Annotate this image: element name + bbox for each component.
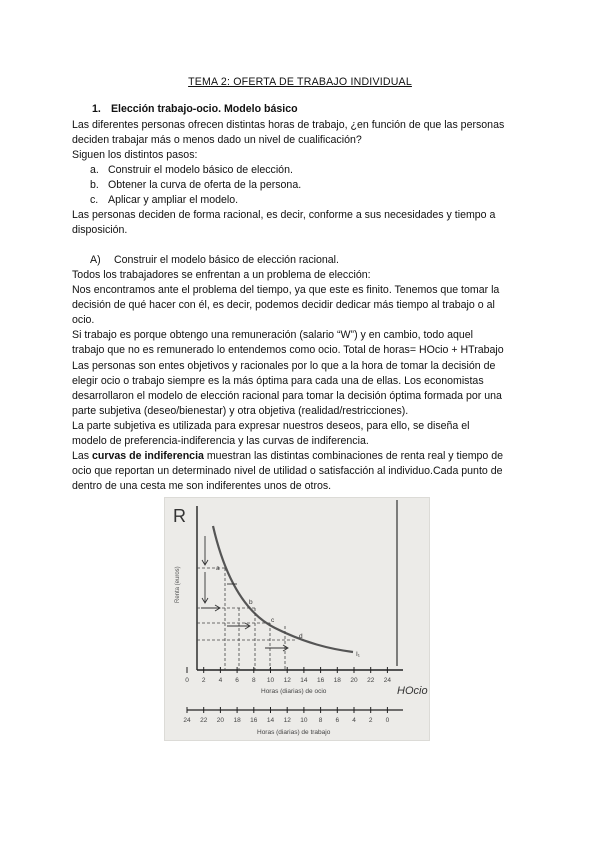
r-label: R <box>173 506 186 526</box>
ocio-tick-label: 10 <box>266 677 275 684</box>
trabajo-tick-label: 10 <box>300 717 308 724</box>
ocio-tick-label: 14 <box>300 677 308 684</box>
text-line: deciden trabajar más o menos dado un nivel de cualificación? <box>72 134 362 147</box>
ocio-tick-label: 6 <box>235 677 239 684</box>
point-label-b: b <box>249 599 253 606</box>
trabajo-tick-label: 14 <box>266 717 275 724</box>
point-label-a: a <box>216 565 220 572</box>
text-line <box>72 118 528 133</box>
text-line: modelo de preferencia-indiferencia y las curvas de indiferencia. <box>72 435 369 448</box>
text-line: Todos los trabajadores se enfrentan a un problema de elección: <box>72 269 371 281</box>
text-line: desarrollaron el modelo de elección racional para tomar la decisión óptima formada por una <box>72 389 502 402</box>
ocio-tick-label: 2 <box>201 677 206 684</box>
subsection-heading <box>90 253 339 268</box>
subsection-text: Construir el modelo básico de elección racional. <box>114 254 339 266</box>
text-line: Si trabajo es porque obtengo una remuneración (salario “W”) y en cambio, todo aquel <box>72 329 474 342</box>
intro-paragraph <box>72 118 528 163</box>
point-label-d: d <box>299 633 303 640</box>
trabajo-tick-label: 0 <box>385 717 390 724</box>
trabajo-tick-label: 6 <box>335 717 340 724</box>
indifference-curve <box>213 526 353 652</box>
text-line: decisión de qué hacer con él, es decir, podemos decidir dedicar más tiempo al trabajo o al <box>72 299 495 312</box>
guide-lines <box>197 568 295 670</box>
y-axis-label: Renta (euros) <box>175 566 181 603</box>
section-heading-text: Elección trabajo-ocio. Modelo básico <box>110 103 298 115</box>
text-span: muestran las distintas combinaciones de renta real y tiempo de <box>203 450 504 463</box>
arrows <box>201 536 288 651</box>
ocio-tick-label: 4 <box>218 677 223 684</box>
text-line: Nos encontramos ante el problema del tiempo, ya que este es finito. Tenemos que tomar la <box>72 284 500 297</box>
trabajo-tick-label: 12 <box>283 717 291 724</box>
list-item <box>90 193 301 208</box>
indifference-curve-figure <box>164 497 430 741</box>
ocio-tick-label: 0 <box>185 677 189 684</box>
list-letter: a. <box>90 164 99 176</box>
trabajo-axis-label: Horas (diarias) de trabajo <box>257 729 331 736</box>
figure-svg <box>165 498 429 740</box>
ocio-tick-label: 12 <box>283 677 291 684</box>
list-item <box>90 178 301 193</box>
trabajo-tick-label: 4 <box>352 717 356 724</box>
ocio-tick-label: 8 <box>251 677 256 684</box>
section-heading <box>92 103 298 115</box>
subsection-letter: A) <box>90 254 101 266</box>
text-span: Las diferentes personas ofrecen distintas horas de trabajo, ¿en función de que las personas <box>72 119 505 131</box>
list-text: Aplicar y ampliar el modelo. <box>108 194 239 207</box>
list-text: Obtener la curva de oferta de la persona. <box>108 179 302 192</box>
trabajo-tick-label: 8 <box>318 717 323 724</box>
trabajo-tick-label: 18 <box>233 717 241 724</box>
curve-label: I₁ <box>356 651 360 658</box>
ocio-tick-label: 22 <box>367 677 375 684</box>
text-line: ocio. <box>72 314 95 327</box>
steps-list <box>90 163 301 208</box>
section-number: 1. <box>92 103 101 115</box>
ocio-tick-label: 24 <box>383 677 392 684</box>
trabajo-tick-label: 22 <box>200 717 208 724</box>
point-label-c: c <box>271 617 275 624</box>
text-line: Las personas son entes objetivos y racionales por lo que a la hora de tomar la decisión de <box>72 359 496 372</box>
ocio-tick-label: 18 <box>333 677 341 684</box>
text-line: trabajo que no es remunerado lo entendemos como ocio. Total de horas= HOcio + HTrabajo <box>72 344 504 357</box>
ocio-tick-label: 20 <box>350 677 358 684</box>
text-line: dentro de una cesta me son indiferentes unos de otros. <box>72 480 332 493</box>
text-line: Las personas deciden de forma racional, es decir, conforme a sus necesidades y tiempo a <box>72 209 496 221</box>
ocio-tick-label: 16 <box>316 677 325 684</box>
body-paragraphs <box>72 268 528 494</box>
trabajo-tick-label: 24 <box>183 717 191 724</box>
text-line <box>72 449 528 464</box>
text-span: Las <box>72 450 93 463</box>
text-line: La parte subjetiva es utilizada para expresar nuestros deseos, para ello, se diseña el <box>72 419 470 432</box>
list-letter: b. <box>90 179 99 192</box>
page-title: TEMA 2: OFERTA DE TRABAJO INDIVIDUAL <box>188 76 412 88</box>
text-line: ocio que reportan un determinado nivel de utilidad o satisfacción al individuo.Cada punto de <box>72 465 503 478</box>
text-line: disposición. <box>72 224 128 237</box>
racional-paragraph <box>72 208 528 238</box>
list-letter: c. <box>90 194 99 207</box>
trabajo-tick-label: 16 <box>250 717 258 724</box>
trabajo-tick-label: 2 <box>368 717 373 724</box>
trabajo-tick-label: 20 <box>216 717 225 724</box>
text-line: Siguen los distintos pasos: <box>72 149 198 162</box>
ocio-axis-label: Horas (diarias) de ocio <box>261 688 327 695</box>
subsection-row <box>90 253 339 268</box>
list-item <box>90 163 301 178</box>
point-labels <box>216 565 361 658</box>
bold-term: curvas de indiferencia <box>92 450 204 463</box>
text-line: elegir ocio o trabajo siempre es la más óptima para cada una de ellas. Los economistas <box>72 374 484 387</box>
list-text: Construir el modelo básico de elección. <box>108 164 293 176</box>
hocio-label: HOcio <box>397 685 428 697</box>
text-line: parte subjetiva (deseo/bienestar) y otra objetiva (realidad/restricciones). <box>72 404 409 417</box>
